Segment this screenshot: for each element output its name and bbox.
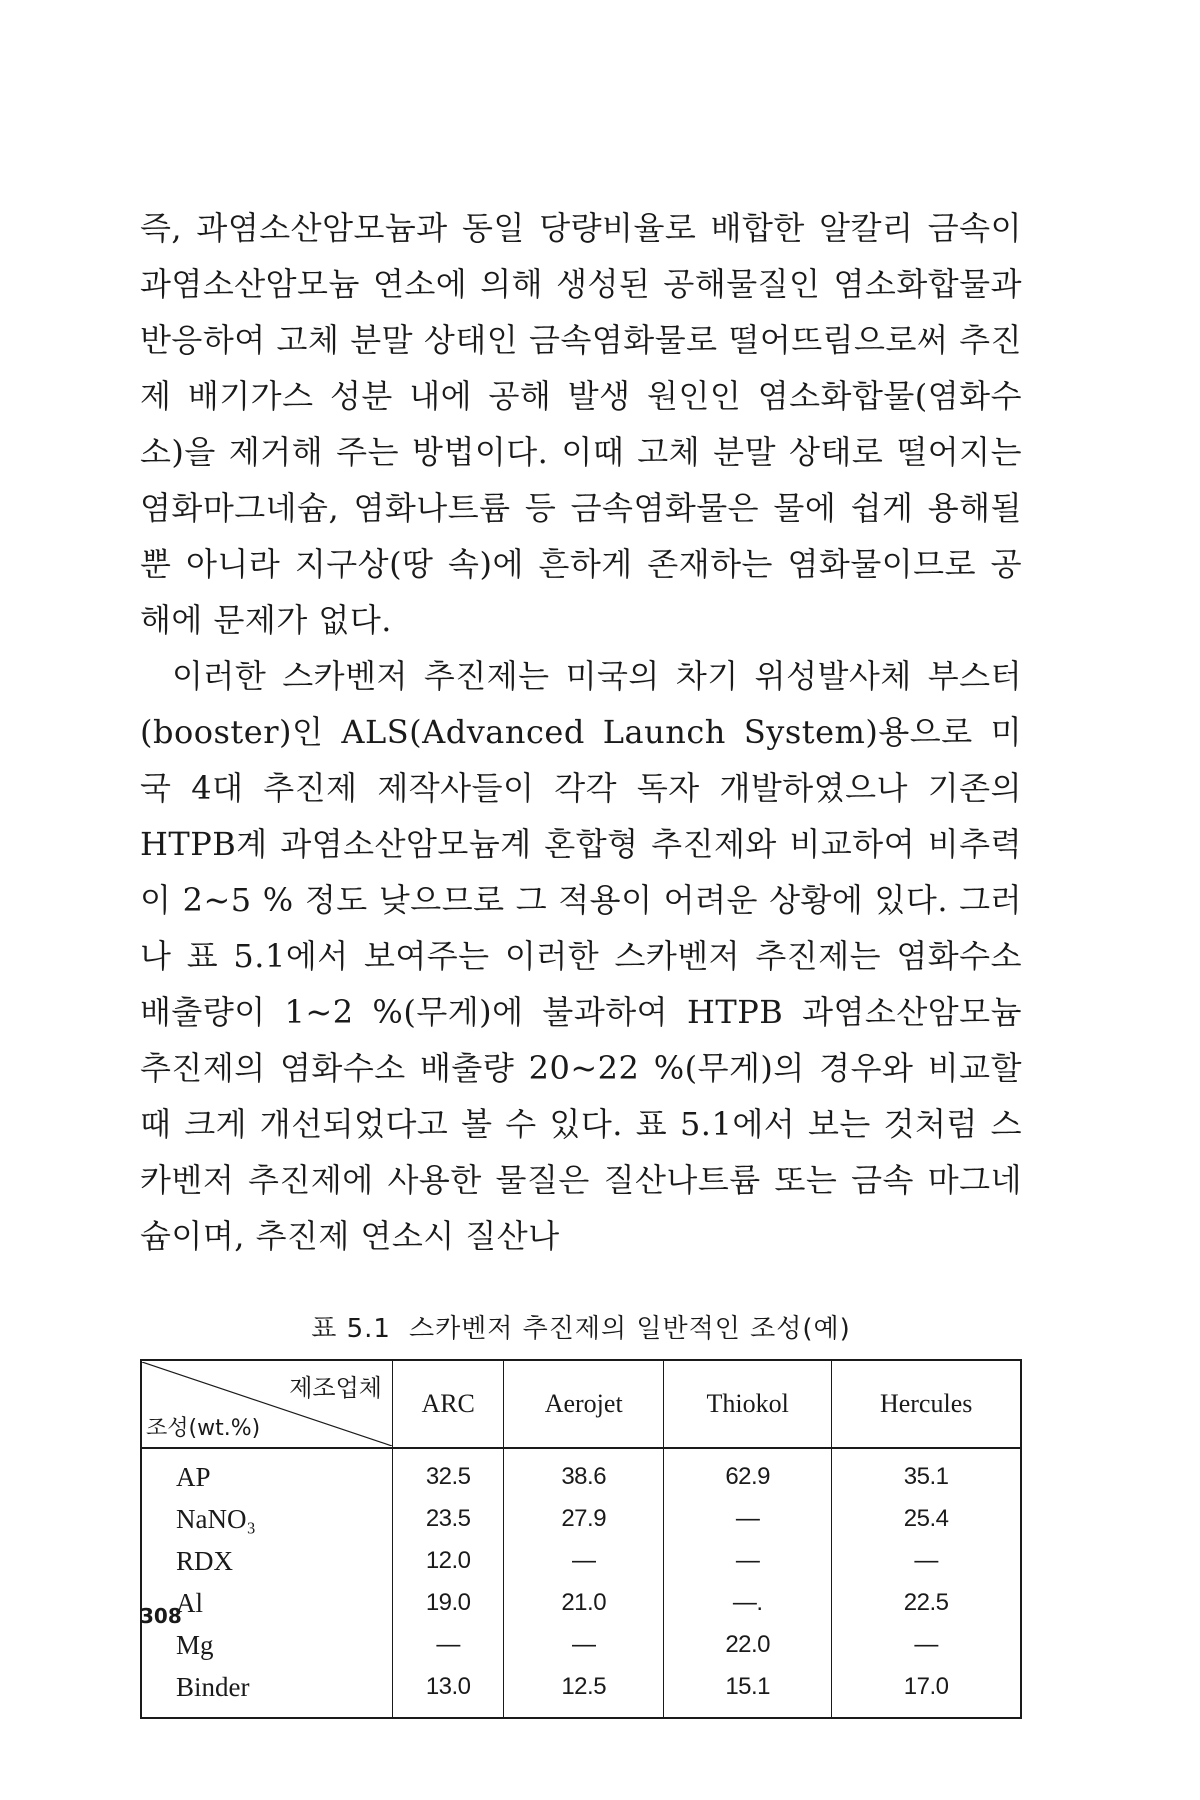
table-caption xyxy=(140,1308,1022,1345)
table-cell: — xyxy=(832,1624,1021,1666)
table-cell: 27.9 xyxy=(504,1498,664,1540)
table-cell: 23.5 xyxy=(393,1498,504,1540)
table-row xyxy=(141,1448,1021,1498)
row-label: Binder xyxy=(141,1666,393,1718)
table-cell: 62.9 xyxy=(664,1448,832,1498)
table-cell: —. xyxy=(664,1582,832,1624)
table-header-row xyxy=(141,1360,1021,1448)
table-cell: 22.0 xyxy=(664,1624,832,1666)
table-row xyxy=(141,1666,1021,1718)
table-cell: 17.0 xyxy=(832,1666,1021,1718)
row-label: Mg xyxy=(141,1624,393,1666)
column-header-thiokol: Thiokol xyxy=(664,1360,832,1448)
row-label: RDX xyxy=(141,1540,393,1582)
table-cell: — xyxy=(664,1540,832,1582)
page-number: 308 xyxy=(140,1604,182,1628)
row-label: NaNO₃ xyxy=(141,1498,393,1540)
corner-composition-label: 조성(wt.%) xyxy=(146,1416,261,1441)
table-cell: — xyxy=(664,1498,832,1540)
table-row xyxy=(141,1540,1021,1582)
table-cell: — xyxy=(504,1540,664,1582)
row-label: AP xyxy=(141,1448,393,1498)
table-cell: 25.4 xyxy=(832,1498,1021,1540)
table-cell: 12.5 xyxy=(504,1666,664,1718)
table-caption-number: 표 5.1 xyxy=(311,1314,391,1344)
page-content xyxy=(140,200,1022,1719)
paragraph-2: 이러한 스카벤저 추진제는 미국의 차기 위성발사체 부스터(booster)인 ALS(Advanced Launch System)용으로 미국 4대 추진제 제작사들이 각각 독자 개발하였으나 기존의 HTPB계 과염소산암모늄계 혼합형 추진제와 비교하여 비추력이 2~5 % 정도 낮으므로 그 적용이 어려운 상황에 있다. 그러나 표 5.1에서 보여주는 이러한 스카벤저 추진제는 염화수소 배출량이 1~2 %(무게)에 불과하여 HTPB 과염소산암모늄 추진제의 염화수소 배출량 20~22 %(무게)의 경우와 비교할 때 크게 개선되었다고 볼 수 있다. 표 5.1에서 보는 것처럼 스카벤저 추진제에 사용한 물질은 질산나트륨 또는 금속 마그네슘이며, 추진제 연소시 질산나 xyxy=(140,657,1022,1255)
column-header-hercules: Hercules xyxy=(832,1360,1021,1448)
table-caption-title: 스카벤저 추진제의 일반적인 조성(예) xyxy=(408,1314,851,1344)
table-cell: — xyxy=(832,1540,1021,1582)
composition-table xyxy=(140,1359,1022,1719)
column-header-aerojet: Aerojet xyxy=(504,1360,664,1448)
table-cell: 12.0 xyxy=(393,1540,504,1582)
table-cell: — xyxy=(504,1624,664,1666)
table-cell: 22.5 xyxy=(832,1582,1021,1624)
table-row xyxy=(141,1624,1021,1666)
table-row xyxy=(141,1498,1021,1540)
table-cell: 38.6 xyxy=(504,1448,664,1498)
table-cell: — xyxy=(393,1624,504,1666)
column-header-arc: ARC xyxy=(393,1360,504,1448)
table-cell: 19.0 xyxy=(393,1582,504,1624)
table-corner-cell xyxy=(141,1360,393,1448)
table-cell: 15.1 xyxy=(664,1666,832,1718)
row-label: Al xyxy=(141,1582,393,1624)
table-cell: 35.1 xyxy=(832,1448,1021,1498)
corner-manufacturer-label: 제조업체 xyxy=(289,1374,382,1402)
table-cell: 21.0 xyxy=(504,1582,664,1624)
paragraph-1: 즉, 과염소산암모늄과 동일 당량비율로 배합한 알칼리 금속이 과염소산암모늄 연소에 의해 생성된 공해물질인 염소화합물과 반응하여 고체 분말 상태인 금속염화물로 떨어뜨림으로써 추진제 배기가스 성분 내에 공해 발생 원인인 염소화합물(염화수소)을 제거해 주는 방법이다. 이때 고체 분말 상태로 떨어지는 염화마그네슘, 염화나트륨 등 금속염화물은 물에 쉽게 용해될 뿐 아니라 지구상(땅 속)에 흔하게 존재하는 염화물이므로 공해에 문제가 없다. xyxy=(140,209,1022,639)
table-row xyxy=(141,1582,1021,1624)
table-cell: 13.0 xyxy=(393,1666,504,1718)
table-cell: 32.5 xyxy=(393,1448,504,1498)
